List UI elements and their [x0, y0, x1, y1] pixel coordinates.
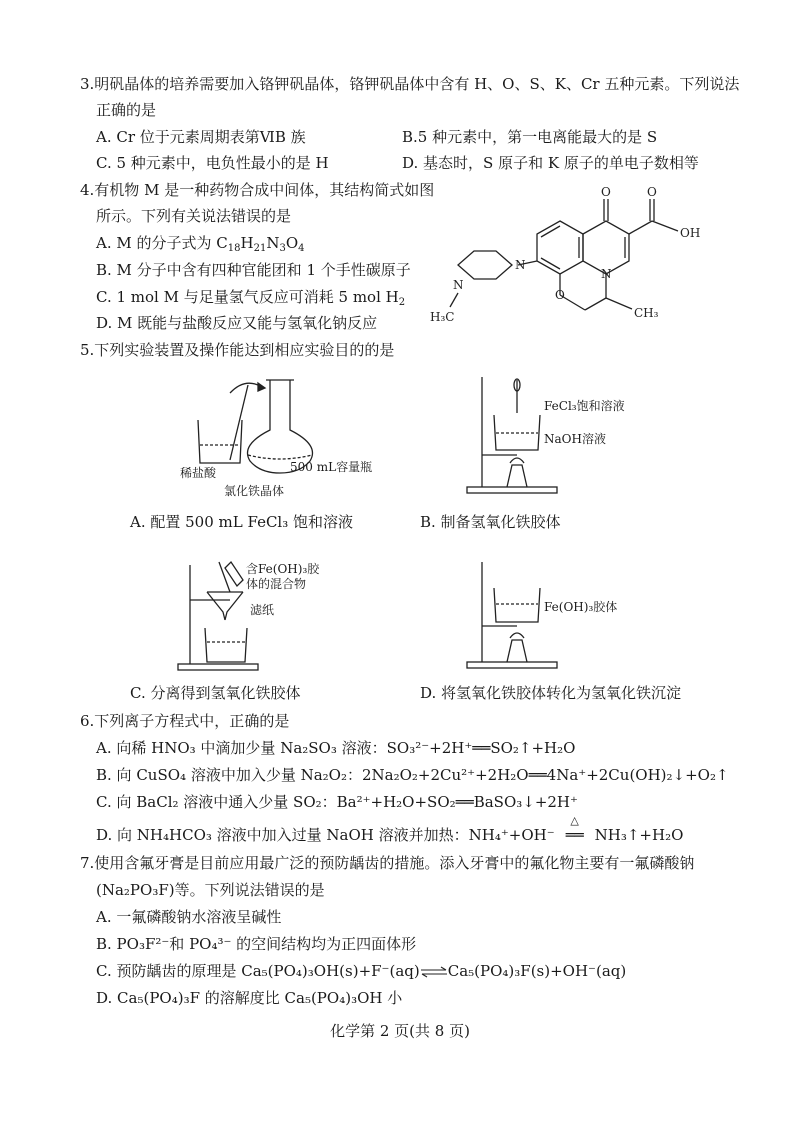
q3-stem-line1: 3.明矾晶体的培养需要加入铬钾矾晶体，铬钾矾晶体中含有 H、O、S、K、Cr 五种元素。下列说法 [80, 75, 740, 93]
struct-label-n-pip1: N [515, 258, 526, 272]
q5-option-c: C. 分离得到氢氧化铁胶体 [130, 684, 301, 702]
q4-stem-line2: 所示。下列有关说法错误的是 [96, 207, 292, 225]
q7-option-c: C. 预防龋齿的原理是 Ca₅(PO₄)₃OH(s)+F⁻(aq) Ca₅(PO₄)₃F(s)+OH⁻(aq) [96, 962, 627, 980]
label-fecl3-saturated: FeCl₃饱和溶液 [544, 399, 625, 413]
molecule-m-structure [430, 185, 740, 335]
q5-stem: 5.下列实验装置及操作能达到相应实验目的的是 [80, 341, 395, 359]
q7-option-b: B. PO₃F²⁻和 PO₄³⁻ 的空间结构均为正四面体形 [96, 935, 417, 953]
struct-label-o: O [601, 185, 611, 199]
q4-option-b: B. M 分子中含有四种官能团和 1 个手性碳原子 [96, 261, 411, 279]
q6-option-b: B. 向 CuSO₄ 溶液中加入少量 Na₂O₂：2Na₂O₂+2Cu²⁺+2H₂O══4Na⁺+2Cu(OH)₂↓+O₂↑ [96, 766, 729, 784]
struct-label-o-acid: O [647, 185, 657, 199]
q5-option-a: A. 配置 500 mL FeCl₃ 饱和溶液 [130, 513, 354, 531]
label-filter-paper: 滤纸 [250, 603, 275, 617]
q7-option-a: A. 一氟磷酸钠水溶液呈碱性 [96, 908, 282, 926]
struct-label-h3c: H₃C [430, 310, 455, 324]
q3-option-b: B.5 种元素中，第一电离能最大的是 S [402, 128, 658, 146]
q3-option-c: C. 5 种元素中，电负性最小的是 H [96, 154, 329, 172]
page-footer: 化学第 2 页(共 8 页) [330, 1022, 470, 1040]
equilibrium-arrow-icon [420, 965, 448, 979]
q6-option-d: D. 向 NH₄HCO₃ 溶液中加入过量 NaOH 溶液并加热：NH₄⁺+OH⁻ △ ══ NH₃↑+H₂O [96, 825, 683, 845]
label-fecl3-crystal: 氯化铁晶体 [224, 484, 285, 498]
q6-option-a: A. 向稀 HNO₃ 中滴加少量 Na₂SO₃ 溶液：SO₃²⁻+2H⁺══SO₂↑+H₂O [96, 739, 576, 757]
q4-option-d: D. M 既能与盐酸反应又能与氢氧化钠反应 [96, 314, 378, 332]
q3-stem-line2: 正确的是 [96, 101, 157, 119]
q4-stem-line1: 4.有机物 M 是一种药物合成中间体，其结构简式如图 [80, 181, 435, 199]
q5-option-d: D. 将氢氧化铁胶体转化为氢氧化铁沉淀 [420, 684, 682, 702]
struct-label-ch3: CH₃ [634, 306, 659, 320]
label-mixture-line2: 体的混合物 [246, 577, 307, 591]
q3-option-d: D. 基态时，S 原子和 K 原子的单电子数相等 [402, 154, 699, 172]
q7-option-d: D. Ca₅(PO₄)₃F 的溶解度比 Ca₅(PO₄)₃OH 小 [96, 989, 403, 1007]
q6-stem: 6.下列离子方程式中，正确的是 [80, 712, 290, 730]
q5-option-b: B. 制备氢氧化铁胶体 [420, 513, 561, 531]
struct-label-oh: OH [680, 226, 701, 240]
q3-option-a: A. Cr 位于元素周期表第ⅥB 族 [96, 128, 306, 146]
q6-option-c: C. 向 BaCl₂ 溶液中通入少量 SO₂：Ba²⁺+H₂O+SO₂══BaSO₃↓+2H⁺ [96, 793, 578, 811]
struct-label-n-pip2: N [453, 278, 464, 292]
q7-stem-line2: (Na₂PO₃F)等。下列说法错误的是 [96, 881, 325, 899]
struct-label-n-ring: N [601, 267, 612, 281]
q4-option-a: A. M 的分子式为 $C_{18}H_{21}N_3O_4$ [96, 234, 305, 254]
label-feoh3-colloid: Fe(OH)₃胶体 [544, 600, 618, 614]
label-mixture-line1: 含Fe(OH)₃胶 [246, 562, 320, 576]
label-volumetric-flask: 500 mL容量瓶 [290, 460, 373, 474]
struct-label-o-ring: O [555, 288, 565, 302]
q7-stem-line1: 7.使用含氟牙膏是目前应用最广泛的预防龋齿的措施。添入牙膏中的氟化物主要有一氟磷酸钠 [80, 854, 695, 872]
q4-option-c: C. 1 mol M 与足量氢气反应可消耗 5 mol $H_2$ [96, 288, 406, 308]
label-dilute-hcl: 稀盐酸 [180, 466, 217, 480]
label-naoh-solution: NaOH溶液 [544, 432, 606, 446]
apparatus-d [462, 560, 572, 672]
heat-triangle: △ [570, 814, 579, 827]
